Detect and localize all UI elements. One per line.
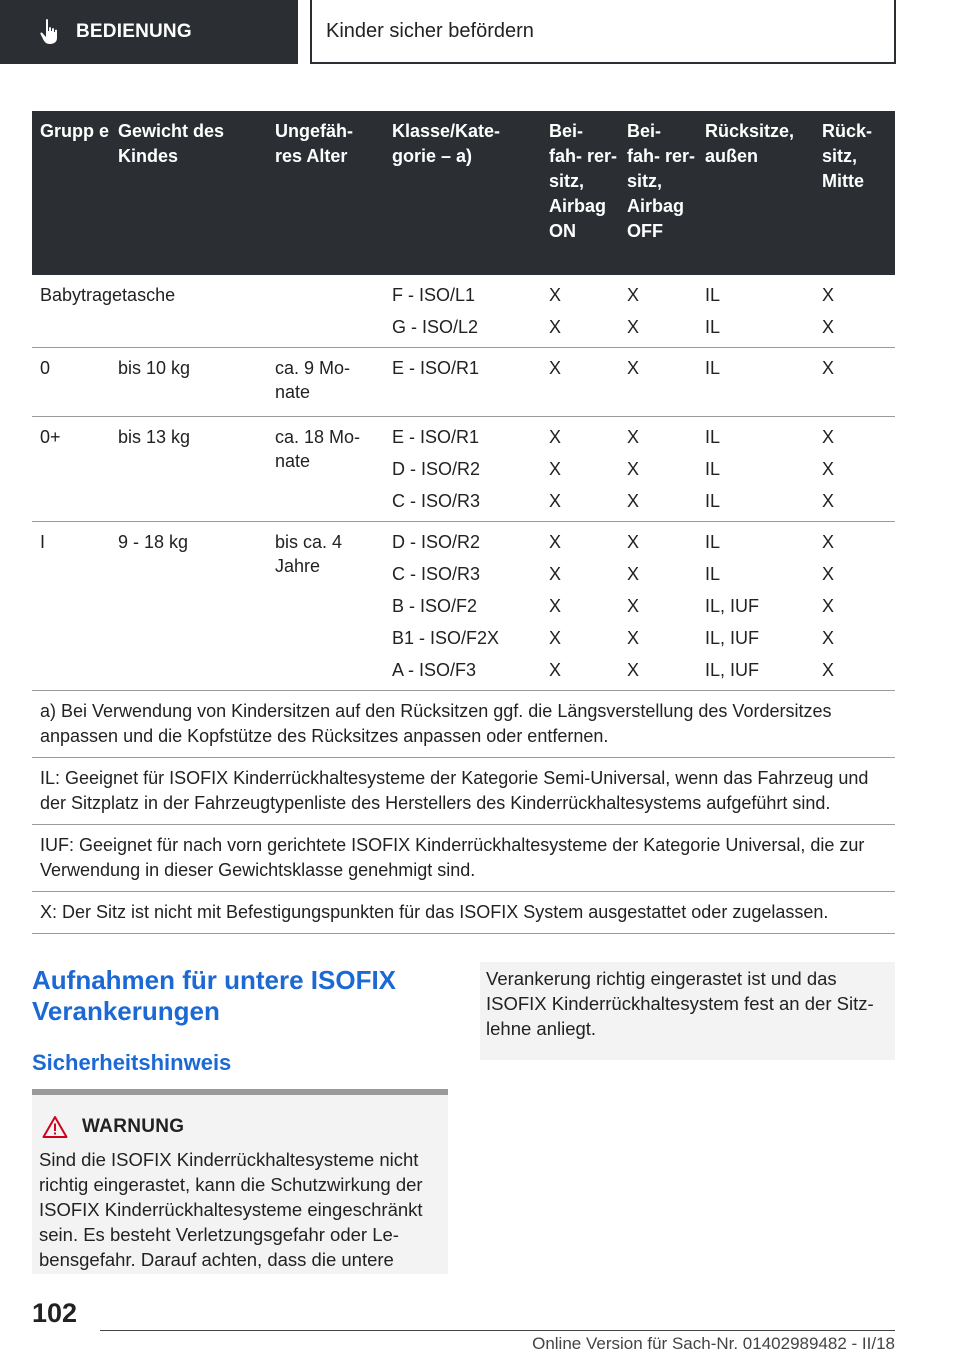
- footer-divider: [100, 1330, 895, 1331]
- page-number: 102: [32, 1298, 78, 1328]
- weight-cell: bis 13 kg: [118, 427, 191, 447]
- table-row: [32, 522, 895, 691]
- table-footnote: IUF: Geeignet für nach vorn gerichtete ISOFIX Kinderrückhaltesysteme der Kategorie Universal, die zur Verwendung in dieser Gewichtsklasse genehmigt sind.: [32, 825, 895, 892]
- rear-outer-cell: IL: [705, 532, 721, 552]
- airbag-on-cell: X: [549, 628, 562, 648]
- column-header: Ungefäh- res Alter: [275, 121, 353, 166]
- weight-cell: 9 - 18 kg: [118, 532, 189, 552]
- table-header: [32, 111, 895, 275]
- class-cell: C - ISO/R3: [392, 491, 481, 511]
- rear-middle-cell: X: [822, 285, 835, 305]
- table-footnote: a) Bei Verwendung von Kindersitzen auf den Rücksitzen ggf. die Längsverstellung des Vordersitzes anpassen und die Kopfstütze des Rücksitzes anpassen oder entfernen.: [32, 691, 895, 758]
- rear-outer-cell: IL: [705, 491, 721, 511]
- rear-middle-cell: X: [822, 358, 835, 378]
- rear-outer-cell: IL: [705, 459, 721, 479]
- airbag-off-cell: X: [627, 358, 640, 378]
- class-cell: D - ISO/R2: [392, 459, 481, 479]
- rear-outer-cell: IL: [705, 285, 721, 305]
- continuation-box: [480, 962, 895, 1060]
- airbag-off-cell: X: [627, 459, 640, 479]
- rear-outer-cell: IL: [705, 427, 721, 447]
- group-cell: 0+: [40, 427, 61, 447]
- rear-outer-cell: IL: [705, 358, 721, 378]
- airbag-on-cell: X: [549, 317, 562, 337]
- airbag-off-cell: X: [627, 317, 640, 337]
- class-cell: B1 - ISO/F2X: [392, 628, 500, 648]
- isofix-table: [32, 111, 895, 934]
- airbag-on-cell: X: [549, 532, 562, 552]
- class-cell: D - ISO/R2: [392, 532, 481, 552]
- column-header: Rücksitze, außen: [705, 121, 795, 166]
- airbag-off-cell: X: [627, 660, 640, 680]
- airbag-on-cell: X: [549, 564, 562, 584]
- rear-middle-cell: X: [822, 459, 835, 479]
- rear-middle-cell: X: [822, 491, 835, 511]
- section-label: BEDIENUNG: [76, 21, 192, 42]
- column-header: Bei- fah- rer- sitz, Airbag OFF: [627, 121, 696, 241]
- rear-outer-cell: IL, IUF: [705, 660, 760, 680]
- header-title-box: [310, 0, 896, 64]
- table-footnote: X: Der Sitz ist nicht mit Befestigungspunkten für das ISOFIX System ausgestattet oder zugelassen.: [32, 892, 895, 934]
- airbag-off-cell: X: [627, 532, 640, 552]
- warning-box: [32, 1089, 448, 1274]
- rear-middle-cell: X: [822, 660, 835, 680]
- footer-text: Online Version für Sach-Nr. 01402989482 - II/18: [532, 1334, 895, 1353]
- table-footnote: IL: Geeignet für ISOFIX Kinderrückhaltesysteme der Kategorie Semi-Universal, wenn das Fahrzeug und der Sitzplatz in der Fahrzeugtypenliste des Herstellers des Kinderrückhaltesystems aufgeführt sind.: [32, 758, 895, 825]
- group-cell: Babytragetasche: [40, 285, 176, 305]
- airbag-on-cell: X: [549, 459, 562, 479]
- rear-middle-cell: X: [822, 564, 835, 584]
- airbag-on-cell: X: [549, 491, 562, 511]
- column-header: Bei- fah- rer- sitz, Airbag ON: [549, 121, 618, 241]
- rear-middle-cell: X: [822, 427, 835, 447]
- age-cell: bis ca. 4 Jahre: [275, 532, 343, 576]
- airbag-on-cell: X: [549, 358, 562, 378]
- rear-outer-cell: IL, IUF: [705, 628, 760, 648]
- airbag-on-cell: X: [549, 427, 562, 447]
- airbag-off-cell: X: [627, 285, 640, 305]
- class-cell: A - ISO/F3: [392, 660, 477, 680]
- weight-cell: bis 10 kg: [118, 358, 191, 378]
- airbag-off-cell: X: [627, 596, 640, 616]
- class-cell: E - ISO/R1: [392, 358, 480, 378]
- warning-text: Sind die ISOFIX Kinderrückhaltesysteme nicht richtig eingerastet, kann die Schutzwirkung der ISOFIX Kinderrückhaltesysteme eingeschränkt sein. Es besteht Verletzungsgefahr oder Le- bensgefahr. Darauf achten, dass die untere: [39, 1149, 423, 1270]
- class-cell: B - ISO/F2: [392, 596, 478, 616]
- table-row: [32, 417, 895, 522]
- rear-middle-cell: X: [822, 317, 835, 337]
- column-header: Rück- sitz, Mitte: [822, 121, 873, 191]
- airbag-off-cell: X: [627, 427, 640, 447]
- class-cell: C - ISO/R3: [392, 564, 481, 584]
- airbag-on-cell: X: [549, 596, 562, 616]
- column-header: Gewicht des Kindes: [118, 121, 225, 166]
- age-cell: ca. 18 Mo- nate: [275, 427, 361, 471]
- continuation-text: Verankerung richtig eingerastet ist und das ISOFIX Kinderrückhaltesystem fest an der Sitz- lehne anliegt.: [486, 968, 874, 1039]
- airbag-off-cell: X: [627, 491, 640, 511]
- airbag-on-cell: X: [549, 285, 562, 305]
- column-header: Klasse/Kate- gorie – a): [392, 121, 501, 166]
- rear-middle-cell: X: [822, 532, 835, 552]
- class-cell: F - ISO/L1: [392, 285, 476, 305]
- airbag-on-cell: X: [549, 660, 562, 680]
- warning-title: WARNUNG: [82, 1116, 185, 1137]
- table-row: [32, 348, 895, 417]
- hand-pointer-icon: [36, 18, 64, 46]
- chapter-title: Kinder sicher befördern: [326, 19, 534, 42]
- rear-middle-cell: X: [822, 628, 835, 648]
- section-subheading: Sicherheitshinweis: [32, 1050, 232, 1075]
- airbag-off-cell: X: [627, 564, 640, 584]
- rear-outer-cell: IL, IUF: [705, 596, 760, 616]
- airbag-off-cell: X: [627, 628, 640, 648]
- class-cell: G - ISO/L2: [392, 317, 479, 337]
- table-row: [32, 275, 895, 348]
- age-cell: ca. 9 Mo- nate: [275, 358, 351, 402]
- rear-outer-cell: IL: [705, 317, 721, 337]
- class-cell: E - ISO/R1: [392, 427, 480, 447]
- section-heading: Aufnahmen für untere ISOFIX Verankerungen: [32, 965, 397, 1026]
- rear-outer-cell: IL: [705, 564, 721, 584]
- header-section-tab: [0, 0, 298, 64]
- group-cell: I: [40, 532, 46, 552]
- column-header: Grupp e: [40, 121, 110, 141]
- warning-triangle-icon: [42, 1115, 68, 1139]
- group-cell: 0: [40, 358, 51, 378]
- rear-middle-cell: X: [822, 596, 835, 616]
